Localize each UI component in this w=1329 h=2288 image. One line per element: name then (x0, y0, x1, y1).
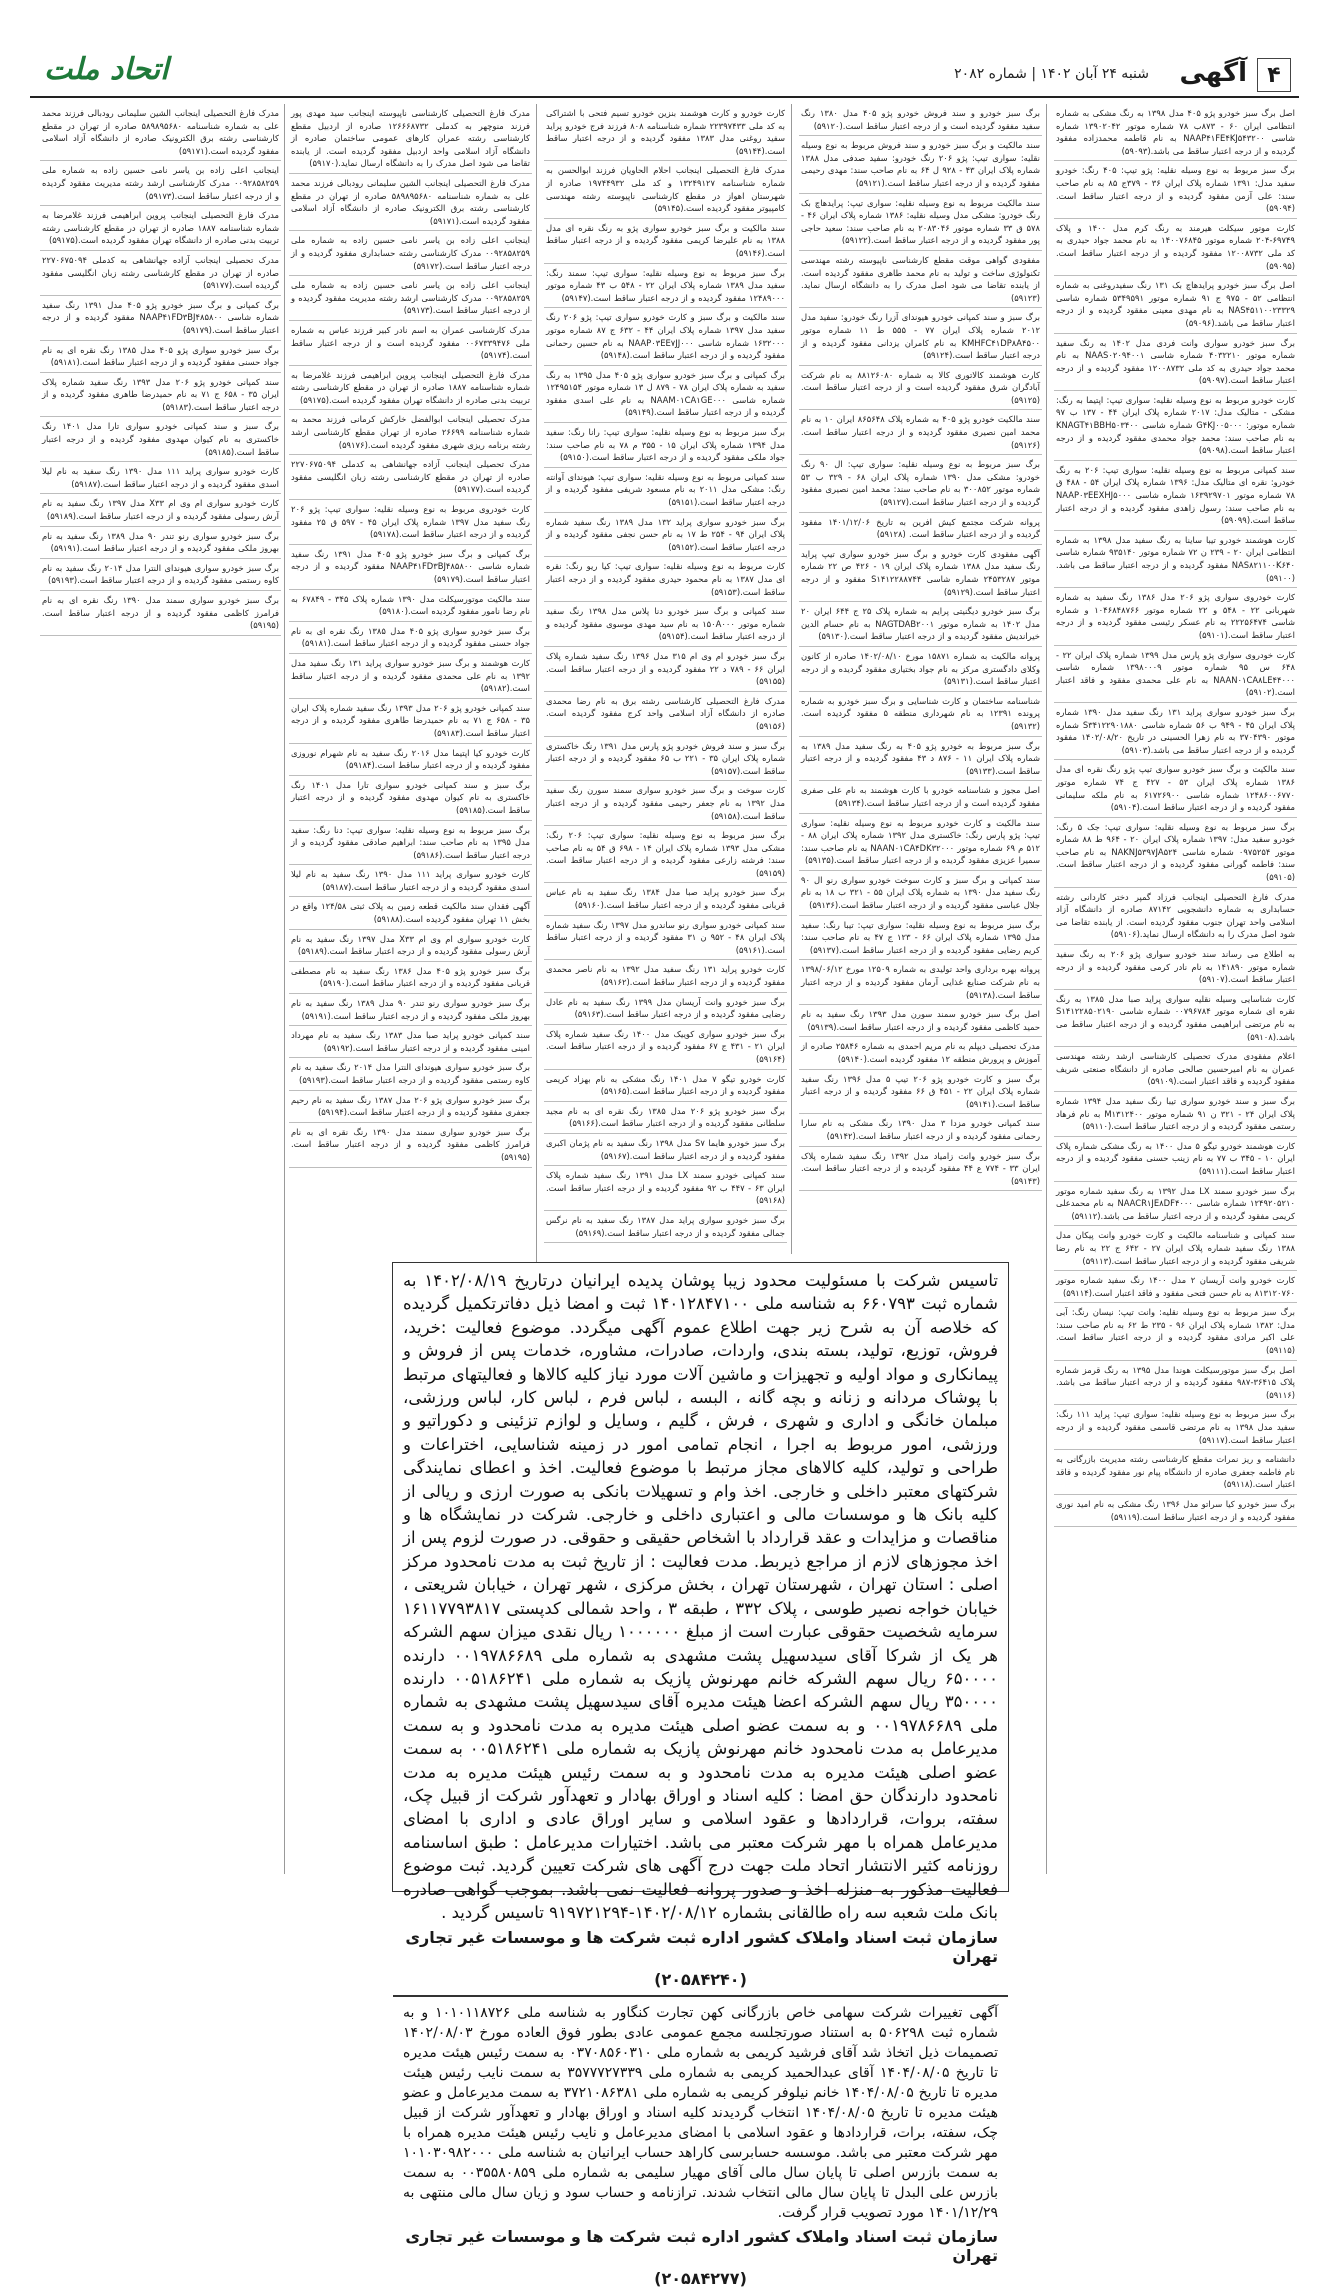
ads-column-1 (1054, 104, 1297, 1874)
classified-ad: پروانه بهره برداری واحد تولیدی به شماره ۱۲۵۰۹ مورخ ۱۳۹۸/۰۶/۱۲ به نام شرکت صنایع غذایی آرمان مفقود گردیده و از درجه اعتبار ساقط است.(۵۹۱۳۸) (799, 960, 1042, 1005)
classified-ad: برگ سبز خودرو هایما S۷ مدل ۱۳۹۸ رنگ سفید به نام پژمان اکبری مفقود گردیده و از درجه اعتبار ساقط است.(۵۹۱۶۷) (544, 1134, 787, 1166)
classified-ad: برگ سبز خودرو کیا سراتو مدل ۱۳۹۶ رنگ مشکی به نام امید نوری مفقود گردیده و از درجه اعتبار ساقط است.(۵۹۱۱۹) (1054, 1495, 1297, 1527)
classified-ad: برگ سبز خودرو سواری رنو تندر ۹۰ مدل ۱۳۸۹ رنگ سفید به نام بهروز ملکی مفقود گردیده و از درجه اعتبار ساقط است.(۵۹۱۹۱) (289, 994, 532, 1026)
classified-ad: کارت هوشمند خودرو تیگو ۵ مدل ۱۴۰۰ به رنگ مشکی شماره پلاک ایران ۱۰ - ۳۴۵ ب ۷۷ به نام زینب حسنی مفقود گردیده و از درجه اعتبار ساقط است.(۵۹۱۱۱) (1054, 1137, 1297, 1182)
classified-ad: کارت خودروی سواری پژو ۲۰۶ مدل ۱۳۸۶ رنگ سفید به شماره شهربانی ۲۲ - ۵۴۸ و ۲۲ شماره موتور ۱۰۴۶۸۴۸۷۶۶ و شماره شاسی ۲۲۲۵۶۴۷۴ به نام عسکر رئیسی مفقود گردیده و از درجه اعتبار ساقط است.(۵۹۱۰۱) (1054, 588, 1297, 645)
classified-ad: سند کمپانی و شناسنامه مالکیت و کارت خودرو وانت پیکان مدل ۱۳۸۸ رنگ سفید شماره پلاک ایران ۲۷ - ۶۴۲ ج ۲۲ به نام رضا شریفی مفقود گردیده و از درجه اعتبار ساقط است.(۵۹۱۱۳) (1054, 1226, 1297, 1271)
classified-ad: برگ سبز خودرو پراید صبا مدل ۱۳۸۴ رنگ سفید به نام عباس قربانی مفقود گردیده و از درجه اعتبار ساقط است.(۵۹۱۶۰) (544, 883, 787, 915)
classified-ad: برگ سبز و سند فروش خودرو پژو پارس مدل ۱۳۹۱ رنگ خاکستری شماره پلاک ایران ۳۵ - ۲۲۱ ب ۶۵ مفقود گردیده و از درجه اعتبار ساقط است.(۵۹۱۵۷) (544, 737, 787, 782)
classified-ad: پروانه شرکت مجتمع کیش افرین به تاریخ ۱۴۰۱/۱۲/۰۶ مفقود گردیده و از درجه اعتبار ساقط است. (۵۹۱۲۸) (799, 513, 1042, 545)
classified-ad: برگ سبز خودرو دیگنیتی پرایم به شماره پلاک ۲۵ ج ۶۴۴ ایران ۲۰ مدل ۱۴۰۲ به شماره موتور NAGTDAB۲۰۰۱ به نام حسام الدین خیراندیش مفقود گردیده و از درجه اعتبار ساقط است.(۵۹۱۳۰) (799, 602, 1042, 647)
classified-ad: کارت شناسایی وسیله نقلیه سواری پراید صبا مدل ۱۳۸۵ به رنگ نقره ای شماره موتور ۰۰۷۹۶۷۸۴ شماره شاسی S۱۴۱۲۲۸۵۰۲۱۹۰ به نام مرتضی ابراهیمی مفقود گردیده و از درجه اعتبار ساقط می باشد.(۵۹۱۰۸) (1054, 990, 1297, 1047)
classified-ad: دانشنامه و ریز نمرات مقطع کارشناسی رشته مدیریت بازرگانی به نام فاطمه جعفری صادره از دانشگاه پیام نور مفقود گردیده و فاقد اعتبار است.(۵۹۱۱۸) (1054, 1450, 1297, 1495)
classified-ad: مدرک تحصیلی اینجانب ابوالفضل خارکش کرمانی فرزند محمد به شماره شناسنامه ۲۶۶۹۹ صادره از تهران مقطع کارشناسی ارشد رشته برنامه ریزی شهری مفقود گردیده است.(۵۹۱۷۶) (289, 410, 532, 455)
classified-ad: برگ سبز خودرو سواری پراید ۱۳۲ مدل ۱۳۸۹ رنگ سفید شماره پلاک ایران ۹۴ - ۲۵۴ ط ۱۷ به نام حسن نجفی مفقود گردیده و از درجه اعتبار ساقط است.(۵۹۱۵۲) (544, 513, 787, 558)
classified-ad: سند مالکیت مربوط به نوع وسیله نقلیه: سواری تیپ: پرایدهاچ بک رنگ خودرو: مشکی مدل وسیله نقلیه: ۱۳۸۶ شماره پلاک ایران ۴۶ - ۵۷۸ ق ۳۳ شماره موتور ۲۰۸۳۰۴۶ به نام صاحب سند: سعید حاجی پور مفقود گردیده و از درجه اعتبار ساقط است.(۵۹۱۲۲) (799, 194, 1042, 251)
classified-ad: سند کمپانی خودرو پراید صبا مدل ۱۳۸۳ رنگ سفید به نام مهرداد امینی مفقود گردیده و از درجه اعتبار ساقط است.(۵۹۱۹۲) (289, 1026, 532, 1058)
classified-ad: سند مالکیت و برگ سبز و کارت خودرو سواری تیپ: پژو ۲۰۶ رنگ سفید مدل ۱۳۹۷ شماره پلاک ایران ۴۴ - ۶۳۲ ج ۸۷ شماره موتور ۱۶۳۲۰۰۰ شماره شاسی NAAP۰۳EE۷JJ۰۰۰ به نام حسین رحمانی مفقود گردیده و از درجه اعتبار ساقط است.(۵۹۱۴۸) (544, 308, 787, 365)
classified-ad: برگ سبز خودرو سواری وانت فردی مدل ۱۴۰۲ به رنگ سفید شماره موتور ۴۰۳۲۲۱۰ شماره شاسی NAAS۰۲۰۹۴۰۰۱ به نام محمد جواد حیدری به کد ملی ۱۲۰۰۸۷۳۲ مفقود گردیده و از درجه اعتبار ساقط است.(۵۹۰۹۷) (1054, 334, 1297, 391)
classified-ad: برگ سبز مربوط به نوع وسیله نقلیه: سواری تیپ: ال ۹۰ رنگ خودرو: مشکی مدل ۱۳۹۰ شماره پلاک ایران ۶۸ - ۳۲۹ ب ۵۳ شماره موتور ۳۰۰۸۵۲ به نام صاحب سند: محمد امین نصیری مفقود گردیده و از درجه اعتبار ساقط است.(۵۹۱۲۷) (799, 455, 1042, 512)
classified-ad: برگ سبز خودرو سمند LX مدل ۱۳۹۲ به رنگ سفید شماره موتور ۱۲۴۹۲۰۵۲۱۰ شماره شاسی NAACR۱JE۸DF۴۰۰۰ به نام محمدعلی کریمی مفقود گردیده و از درجه اعتبار ساقط می باشد.(۵۹۱۱۲) (1054, 1182, 1297, 1227)
notice-body-2: آگهی تغییرات شرکت سهامی خاص بازرگانی کهن تجارت کنگاور به شناسه ملی ۱۰۱۰۱۱۸۷۲۶ و به شماره ثبت ۵۰۶۲۹۸ به استناد صورتجلسه مجمع عمومی عادی بطور فوق العاده مورخ ۱۴۰۲/۰۸/۰۳ تصمیمات ذیل اتخاذ شد آقای فرشید کریمی به شماره ملی ۰۳۷۰۸۵۶۰۳۱۰ به سمت رئیس هیئت مدیره تا تاریخ ۱۴۰۴/۰۸/۰۵ آقای عبدالحمید کریمی به شماره ملی ۳۵۷۷۷۲۷۳۳۹ به سمت نایب رئیس هیئت مدیره تا تاریخ ۱۴۰۴/۰۸/۰۵ خانم نیلوفر کریمی به شماره ملی ۳۷۲۱۰۸۶۳۸۱ به سمت مدیرعامل و عضو هیئت مدیره تا تاریخ ۱۴۰۴/۰۸/۰۵ انتخاب گردیدند کلیه اسناد و اوراق بهادار و تعهدآور شرکت از قبیل چک، سفته، برات، قراردادها و عقود اسلامی با امضای مدیرعامل و نایب رئیس هیئت مدیره همراه با مهر شرکت معتبر می باشد. موسسه حسابرسی کاراهد حساب ایرانیان به شناسه ملی ۱۰۱۰۳۰۹۸۲۰۰۰ به سمت بازرس اصلی تا پایان سال مالی آقای مهیار سلیمی به شماره ملی ۰۰۳۵۵۸۰۸۵۹ به سمت بازرس علی البدل تا پایان سال مالی انتخاب شدند. ترازنامه و حساب سود و زیان سال مالی منتهی به ۱۴۰۱/۱۲/۲۹ مورد تصویب قرار گرفت. (403, 2004, 999, 2221)
classified-ad: برگ سبز مربوط به خودرو پژو ۴۰۵ به رنگ سفید مدل ۱۳۸۹ به شماره پلاک ایران ۱۱ - ۸۷۶ د ۴۳ مفقود گردیده و از درجه اعتبار ساقط است.(۵۹۱۳۳) (799, 737, 1042, 782)
column-divider (284, 104, 285, 1874)
classified-ad: سند مالکیت و برگ سبز خودرو و سند فروش مربوط به نوع وسیله نقلیه: سواری تیپ: پژو ۲۰۶ رنگ خودرو: سفید صدفی مدل ۱۳۸۸ شماره پلاک ایران ۴۳ - ۹۲۸ ل ۶۴ به نام صاحب سند: مهدی رحیمی مفقود گردیده و از درجه اعتبار ساقط است.(۵۹۱۲۱) (799, 136, 1042, 193)
notice-number-2: (۲۰۵۸۴۲۷۷) (654, 2268, 747, 2288)
classified-ad: کارت هوشمند و برگ سبز خودرو سواری پراید ۱۳۱ رنگ سفید مدل ۱۳۹۲ به نام علی محمدی مفقود گردیده و از درجه اعتبار ساقط است.(۵۹۱۸۲) (289, 654, 532, 699)
notice-body-1: تاسیس شرکت با مسئولیت محدود زیبا پوشان پدیده ایرانیان درتاریخ ۱۴۰۲/۰۸/۱۹ به شماره ثبت ۶۶۰۷۹۳ به شناسه ملی ۱۴۰۱۲۸۴۷۱۰۰ ثبت و امضا ذیل دفاترتکمیل گردیده که خلاصه آن به شرح زیر جهت اطلاع عموم آگهی میگردد. موضوع فعالیت :خرید، فروش، توزیع، تولید، بسته بندی، واردات، صادرات، مشاوره، خدمات پس از فروش و پیمانکاری و مواد اولیه و تجهیزات و ماشین آلات مورد نیاز کلیه کالاها و فعالیتهای مرتبط با پوشاک مردانه و زنانه و بچه گانه ، البسه ، لباس فرم ، لباس کار، لباس ورزشی، مبلمان خانگی و اداری و شهری ، فرش ، گلیم ، وسایل و لوازم تزئینی و دکوراتیو و ورزشی، امور مربوط به اجرا ، انجام تمامی امور در زمینه شناسایی، اختراعات و طراحی و تولید، کلیه کالاهای مجاز مرتبط با موضوع فعالیت. اخذ و اعطای نمایندگی شرکتهای معتبر داخلی و خارجی. اخذ وام و تسهیلات بانکی به صورت ارزی و ریالی از کلیه بانک ها و موسسات مالی و اعتباری داخلی و خارجی. شرکت در نمایشگاه ها و مناقصات و مزایدات و عقد قرارداد با اشخاص حقیقی و حقوقی. در صورت لزوم پس از اخذ مجوزهای لازم از مراجع ذیربط. مدت فعالیت : از تاریخ ثبت به مدت نامحدود مرکز اصلی : استان تهران ، شهرستان تهران ، بخش مرکزی ، شهر تهران ، خیابان شریعتی ، خیابان خواجه نصیر طوسی ، پلاک ۳۳۲ ، طبقه ۳ ، واحد شمالی کدپستی ۱۶۱۱۷۷۹۳۸۱۷ سرمایه شخصیت حقوقی عبارت است از مبلغ ۱۰۰۰۰۰۰ ریال نقدی میزان سهم الشرکه هر یک از شرکا آقای سیدسهیل پشت مشهدی به شماره ملی ۰۰۱۹۷۸۶۶۸۹ دارنده ۶۵۰۰۰۰ ریال سهم الشرکه خانم مهرنوش پازیک به شماره ملی ۰۰۵۱۸۶۲۴۱ دارنده ۳۵۰۰۰۰ ریال سهم الشرکه اعضا هیئت مدیره آقای سیدسهیل پشت مشهدی به شماره ملی ۰۰۱۹۷۸۶۶۸۹ و به سمت عضو اصلی هیئت مدیره به مدت نامحدود و به سمت مدیرعامل به مدت نامحدود خانم مهرنوش پازیک به شماره ملی ۰۰۵۱۸۶۲۴۱ به سمت عضو اصلی هیئت مدیره به مدت نامحدود و به سمت رئیس هیئت مدیره به مدت نامحدود دارندگان حق امضا : کلیه اسناد و اوراق بهادار و تعهدآور شرکت از قبیل چک، سفته، بروات، قراردادها و عقود اسلامی و سایر اوراق عادی و اداری با امضای مدیرعامل همراه با مهر شرکت معتبر می باشد. اختیارات مدیرعامل : طبق اساسنامه روزنامه کثیر الانتشار اتحاد ملت جهت درج آگهی های شرکت تعیین گردید. ثبت موضوع فعالیت مذکور به منزله اخذ و صدور پروانه فعالیت نمی باشد. بموجب گواهی صادره بانک ملت شعبه سه راه طالقانی بشماره ۱۴۰۲/۰۸/۱۲-۹۱۹۷۲۱۲۹۴ تاسیس گردید . (403, 1271, 999, 1922)
header-divider (30, 96, 1299, 98)
notice-issuer-2: سازمان ثبت اسناد واملاک کشور اداره ثبت شرکت ها و موسسات غیر تجاری تهران (405, 2226, 998, 2265)
classified-ad: برگ سبز خودرو سواری هیوندای النترا مدل ۲۰۱۴ رنگ سفید به نام کاوه رستمی مفقود گردیده و از درجه اعتبار ساقط است.(۵۹۱۹۳) (289, 1058, 532, 1090)
classified-ad: برگ سبز مربوط به نوع وسیله نقلیه: سواری تیپ: پراید ۱۱۱ رنگ: سفید مدل ۱۳۹۸ به نام مرتضی قاسمی مفقود گردیده و از درجه اعتبار ساقط است.(۵۹۱۱۷) (1054, 1405, 1297, 1450)
classified-ad: برگ سبز خودرو سواری پژو ۴۰۵ مدل ۱۳۸۵ رنگ نقره ای به نام جواد حسنی مفقود گردیده و از درجه اعتبار ساقط است.(۵۹۱۸۱) (40, 341, 281, 373)
classified-ad: مدرک فارغ التحصیلی اینجانب پروین ابراهیمی فرزند غلامرضا به شماره شناسنامه ۱۸۸۷ صادره از تهران در مقطع کارشناسی رشته تربیت بدنی صادره از دانشگاه تهران مفقود گردیده است.(۵۹۱۷۵) (289, 366, 532, 411)
classified-ad: برگ کمپانی و برگ سبز خودرو سواری پژو ۴۰۵ مدل ۱۳۹۵ به رنگ سفید به شماره پلاک ایران ۷۸ - ۸۷۹ ل ۱۳ شماره موتور ۱۲۴۹۵۱۵۴ شماره شاسی NAAM۰۱CA۱GE۰۰۰ به نام علی اسدی مفقود گردیده و از درجه اعتبار ساقط است.(۵۹۱۴۹) (544, 366, 787, 423)
classified-ad: اصل برگ سبز خودرو سمند سورن مدل ۱۳۹۳ رنگ سفید به نام حمید کاظمی مفقود گردیده و از درجه اعتبار ساقط است.(۵۹۱۳۹) (799, 1005, 1042, 1037)
classified-ad: برگ سبز مربوط به نوع وسیله نقلیه: پژو تیپ: ۴۰۵ رنگ: خودرو سفید مدل: ۱۳۹۱ شماره پلاک ایران ۳۶ - ۳۷۹ج ۸۵ به نام صاحب سند: علی آزمن مفقود گردیده و از درجه اعتبار ساقط است.(۵۹۰۹۴) (1054, 161, 1297, 218)
classified-ad: برگ سبز خودرو سواری پراید مدل ۱۳۸۷ رنگ سفید به نام نرگس جمالی مفقود گردیده و از درجه اعتبار ساقط است.(۵۹۱۶۹) (544, 1211, 787, 1243)
classified-ad: برگ سبز مربوط به نوع وسیله نقلیه: سواری تیپ: رانا رنگ: سفید مدل ۱۳۹۴ شماره پلاک ایران ۱۵ - ۳۵۵ م ۷۸ به نام صاحب سند: جواد ملکی مفقود گردیده و از درجه اعتبار ساقط است.(۵۹۱۵۰) (544, 423, 787, 468)
classified-ad: برگ سبز خودرو سواری پراید ۱۳۱ رنگ سفید مدل ۱۳۹۰ شماره پلاک ایران ۴۵ - ۹۴۹ ب ۵۶ شماره شاسی S۳۴۱۲۲۹۰۱۸۸۰ شماره موتور ۳۷۰۴۳۹۰ به نام زهرا الحسینی در تاریخ ۱۴۰۲/۰۸/۲۰ مفقود گردیده و از درجه اعتبار ساقط می باشد.(۵۹۱۰۳) (1054, 703, 1297, 760)
classified-ad: کارت هوشمند کالاتوری کالا به شماره ۸۸۱۲۶۰۸۰ به نام شرکت آبادگران شرق مفقود گردیده است و از درجه اعتبار ساقط است.(۵۹۱۲۵) (799, 366, 1042, 411)
classified-ad: مدرک فارغ التحصیلی اینجانب فرزاد گمپر دختر کاردانی رشته حسابداری به شماره دانشجویی ۸۷۱۴۲ صادره از دانشگاه آزاد اسلامی واحد تهران جنوب مفقود گردیده است. از یابنده تقاضا می شود اصل مدرک را به دانشگاه ارسال نماید.(۵۹۱۰۶) (1054, 888, 1297, 945)
classified-ad: کارت موتور سیکلت هیرمند به رنگ کرم مدل ۱۴۰۰ و پلاک ۶۹۷۴۹-۲۰۴ شماره موتور ۱۴۰۰۷۶۸۴۵ به نام محمد جواد حیدری به کد ملی ۱۲۰۰۸۷۳۲ مفقود گردیده و از درجه اعتبار ساقط است.(۵۹۰۹۵) (1054, 219, 1297, 276)
newspaper-logo: اتحاد ملت (44, 52, 169, 87)
notice-divider (393, 1995, 1008, 1997)
classified-ad: برگ سبز خودرو سواری کوییک مدل ۱۴۰۰ رنگ سفید شماره پلاک ایران ۲۱ - ۴۳۱ ج ۶۷ مفقود گردیده و از درجه اعتبار ساقط است.(۵۹۱۶۴) (544, 1025, 787, 1070)
classified-ad: کارت خودرو سواری پراید ۱۱۱ مدل ۱۳۹۰ رنگ سفید به نام لیلا اسدی مفقود گردیده و از درجه اعتبار ساقط است.(۵۹۱۸۷) (40, 462, 281, 494)
classified-ad: سند مالکیت و کارت خودرو مربوط به نوع وسیله نقلیه: سواری تیپ: پژو پارس رنگ: خاکستری مدل ۱۳۹۲ شماره پلاک ایران ۸۸ - ۵۱۲ م ۶۹ شماره موتور NAAN۰۱CA۴DK۳۲۰۰۰ به نام صاحب سند: سمیرا عزیزی مفقود گردیده و از درجه اعتبار ساقط است.(۵۹۱۳۵) (799, 814, 1042, 871)
classified-ad: برگ کمپانی و برگ سبز خودرو پژو ۴۰۵ مدل ۱۳۹۱ رنگ سفید شماره شاسی NAAP۴۱FD۳BJ۴۸۵۸۰۰ مفقود گردیده و از درجه اعتبار ساقط است.(۵۹۱۷۹) (40, 296, 281, 341)
classified-ad: برگ سبز خودرو ام وی ام ۳۱۵ مدل ۱۳۹۶ رنگ سفید شماره پلاک ایران ۶۶ - ۷۸۹ د ۲۲ مفقود گردیده و از درجه اعتبار ساقط است.(۵۹۱۵۵) (544, 647, 787, 692)
classified-ad: اینجانب اعلی زاده بن یاسر نامی حسین زاده به شماره ملی ۰۰۹۲۸۵۸۲۵۹ مدرک کارشناسی ارشد رشته مدیریت مفقود گردیده و از درجه اعتبار ساقط است.(۵۹۱۷۳) (40, 161, 281, 206)
classified-ad: کارت خودرو مربوط به نوع وسیله نقلیه: سواری تیپ: اپتیما به رنگ: مشکی - متالیک مدل: ۲۰۱۷ شماره پلاک ایران ۴۴ - ۱۳۷ ب ۹۷ شماره موتور: G۴KJ۰۰۵۰۰۰ شماره شاسی KNAGT۴۱BBH۵۰۳۴۰۰ به نام صاحب سند: محمد جواد محمدی مفقود گردیده و از درجه اعتبار ساقط است.(۵۹۰۹۸) (1054, 391, 1297, 461)
classified-ad: اصل برگ سبز موتورسیکلت هوندا مدل ۱۳۹۵ به رنگ قرمز شماره پلاک ۳۶۴۱۵-۹۸۷ مفقود گردیده و از درجه اعتبار ساقط می باشد.(۵۹۱۱۶) (1054, 1361, 1297, 1406)
issue-date: شنبه ۲۴ آبان ۱۴۰۲ | شماره ۲۰۸۲ (954, 66, 1149, 82)
classified-ad: سند کمپانی خودرو سمند LX مدل ۱۳۹۱ رنگ سفید شماره پلاک ایران ۶۳ - ۴۴۷ ب ۹۲ مفقود گردیده و از درجه اعتبار ساقط است.(۵۹۱۶۸) (544, 1166, 787, 1211)
classified-ad: مدرک تحصیلی اینجانب آزاده جهانشاهی به کدملی ۲۲۷۰۶۷۵۰۹۴ صادره از تهران در مقطع کارشناسی رشته زبان انگلیسی مفقود گردیده است.(۵۹۱۷۷) (40, 251, 281, 296)
classified-ad: برگ سبز خودرو سواری سمند مدل ۱۳۹۰ رنگ نقره ای به نام فرامرز کاظمی مفقود گردیده و از درجه اعتبار ساقط است.(۵۹۱۹۵) (289, 1123, 532, 1168)
classified-ad: مدرک فارغ التحصیلی اینجانب پروین ابراهیمی فرزند غلامرضا به شماره شناسنامه ۱۸۸۷ صادره از تهران در مقطع کارشناسی رشته تربیت بدنی صادره از دانشگاه تهران مفقود گردیده است.(۵۹۱۷۵) (40, 206, 281, 251)
section-title: آگهی (1179, 58, 1247, 88)
classified-ad: برگ سبز مربوط به نوع وسیله نقلیه: سواری تیپ: سمند رنگ: سفید مدل ۱۳۸۹ شماره پلاک ایران ۲۲ - ۵۴۸ ب ۴۳ شماره موتور ۱۲۴۸۹۰۰۰ مفقود گردیده و از درجه اعتبار ساقط است.(۵۹۱۴۷) (544, 264, 787, 309)
classified-ad: کارت خودرو پراید ۱۳۱ رنگ سفید مدل ۱۳۹۲ به نام ناصر محمدی مفقود گردیده و از درجه اعتبار ساقط است.(۵۹۱۶۲) (544, 960, 787, 992)
classified-ad: کارت خودرو و کارت هوشمند بنزین خودرو تسیم فتحی با اشتراکی به کد ملی ۲۲۳۹۷۴۳۳ شماره شناسنامه ۸۰۸ فرزند فرج خودرو پراید سفید روغنی مدل ۱۳۸۳ مفقود گردیده و از درجه اعتبار ساقط است.(۵۹۱۴۴) (544, 104, 787, 161)
page-header (0, 0, 1329, 98)
classified-ad: کارت خودرو سواری ام وی ام X۳۳ مدل ۱۳۹۷ رنگ سفید به نام آرش رسولی مفقود گردیده و از درجه اعتبار ساقط است.(۵۹۱۸۹) (289, 930, 532, 962)
classified-ad: سند کمپانی مربوط به نوع وسیله نقلیه: سواری تیپ: هیوندای آوانته رنگ: مشکی مدل ۲۰۱۱ به نام مسعود شریفی مفقود گردیده و از درجه اعتبار ساقط است.(۵۹۱۵۱) (544, 468, 787, 513)
classified-ad: مدرک فارغ التحصیلی کارشناسی ناپیوسته اینجانب سید مهدی پور فرزند منوچهر به کدملی ۱۲۶۶۶۸۷۳۲ صادره از اردبیل مقطع کارشناسی رشته عمران کارهای عمومی ساختمان صادره از دانشگاه آزاد اسلامی واحد اردبیل مفقود گردیده است. از یابنده تقاضا می شود اصل مدرک را به دانشگاه ارسال نماید.(۵۹۱۷۰) (289, 104, 532, 174)
classified-ad: کارت خودروی سواری پژو پارس مدل ۱۳۹۹ شماره پلاک ایران ۲۲ - ۶۴۸ س ۹۵ شماره موتور ۱۳۹۸۰۰۰۹ شماره شاسی NAAN۰۱CA۸LE۴۴۰۰۰ به نام علی محمدی مفقود و فاقد اعتبار است.(۵۹۱۰۲) (1054, 646, 1297, 703)
ads-column-2 (799, 104, 1042, 1254)
classified-ad: برگ سبز خودرو سواری سمند مدل ۱۳۹۰ رنگ نقره ای به نام فرامرز کاظمی مفقود گردیده و از درجه اعتبار ساقط است.(۵۹۱۹۵) (40, 591, 281, 636)
column-divider (791, 104, 792, 1254)
column-divider (1046, 104, 1047, 1874)
page-number: ۴ (1257, 58, 1291, 92)
classified-ad: پروانه مالکیت به شماره ۱۵۸۷۱ مورخ ۱۴۰۲/۰۸/۱۰ صادره از کانون وکلای دادگستری مرکز به نام جواد بختیاری مفقود گردیده و از درجه اعتبار ساقط است.(۵۹۱۳۱) (799, 647, 1042, 692)
classified-ad: برگ سبز خودرو پژو ۴۰۵ مدل ۱۳۸۶ رنگ سفید به نام مصطفی قربانی مفقود گردیده و از درجه اعتبار ساقط است.(۵۹۱۹۰) (289, 962, 532, 994)
classified-ad: برگ سبز خودرو وانت آریسان مدل ۱۳۹۹ رنگ سفید به نام عادل رضایی مفقود گردیده و از درجه اعتبار ساقط است.(۵۹۱۶۳) (544, 993, 787, 1025)
classified-ad: سند مالکیت و برگ سبز خودرو سواری پژو به رنگ نقره ای مدل ۱۳۸۸ به نام علیرضا کریمی مفقود گردیده و از درجه اعتبار ساقط است.(۵۹۱۴۶) (544, 219, 787, 264)
classified-ad: سند مالکیت خودرو پژو ۴۰۵ به شماره پلاک ۸۶۵۶۴۸ ایران ۱۰ به نام محمد امین نصیری مفقود گردیده و از درجه اعتبار ساقط است.(۵۹۱۲۶) (799, 410, 1042, 455)
classified-ad: برگ سبز مربوط به نوع وسیله نقلیه: سواری تیپ: دنا رنگ: سفید مدل ۱۳۹۵ به نام صاحب سند: ابراهیم صادقی مفقود گردیده و از درجه اعتبار ساقط است.(۵۹۱۸۶) (289, 821, 532, 866)
classified-ad: اصل برگ سبز خودرو پژو ۴۰۵ مدل ۱۳۹۸ به رنگ مشکی به شماره انتظامی ایران ۶۰ - ۸۷۳ب ۷۸ شماره موتور ۱۳۹۰۲۰۴۲ شماره شاسی NAAP۴۱FE۴KJ۵۴۳۲۰۰ به نام قاطمه محمدزاده مفقود گردیده و از درجه اعتبار ساقط می باشد.(۵۹۰۹۳) (1054, 104, 1297, 161)
classified-ad: برگ سبز خودرو سواری رنو تندر ۹۰ مدل ۱۳۸۹ رنگ سفید به نام بهروز ملکی مفقود گردیده و از درجه اعتبار ساقط است.(۵۹۱۹۱) (40, 527, 281, 559)
classified-ad: کارت خودرو سواری ام وی ام X۳۳ مدل ۱۳۹۷ رنگ سفید به نام آرش رسولی مفقود گردیده و از درجه اعتبار ساقط است.(۵۹۱۸۹) (40, 494, 281, 526)
classified-ad: اعلام مفقودی مدرک تحصیلی کارشناسی ارشد رشته مهندسی عمران به نام امیرحسین صالحی صادره از دانشگاه صنعتی شریف مفقود گردیده و فاقد اعتبار است.(۵۹۱۰۹) (1054, 1047, 1297, 1092)
classified-ad: برگ سبز خودرو وانت زامیاد مدل ۱۳۹۲ رنگ سفید شماره پلاک ایران ۳۳ - ۷۷۴ ع ۴۴ مفقود گردیده و از درجه اعتبار ساقط است.(۵۹۱۴۳) (799, 1147, 1042, 1192)
classified-ad: کارت مربوط به نوع وسیله نقلیه: سواری تیپ: کیا ریو رنگ: نقره ای مدل ۱۳۸۷ به نام محمود حیدری مفقود گردیده و از درجه اعتبار ساقط است.(۵۹۱۵۳) (544, 557, 787, 602)
classified-ad: برگ سبز و سند خودرو سواری تیبا رنگ سفید مدل ۱۳۹۴ شماره پلاک ایران ۲۴ - ۳۲۱ ن ۹۱ شماره موتور M۱۳۱۲۴۰۰ به نام فرهاد رستمی مفقود گردیده و از درجه اعتبار ساقط است.(۵۹۱۱۰) (1054, 1092, 1297, 1137)
classified-ad: مدرک کارشناسی عمران به اسم نادر کبیر فرزند عباس به شماره ملی ۰۰۶۷۳۳۹۴۷۶ مفقود گردیده است و از درجه اعتبار ساقط است.(۵۹۱۷۴) (289, 321, 532, 366)
classified-ad: برگ سبز خودرو سواری پژو ۴۰۵ مدل ۱۳۸۵ رنگ نقره ای به نام جواد حسنی مفقود گردیده و از درجه اعتبار ساقط است.(۵۹۱۸۱) (289, 622, 532, 654)
classified-ad: شناسنامه ساختمان و کارت شناسایی و برگ سبز خودرو به شماره پرونده ۱۲۳۹۱ به نام شهرداری منطقه ۵ مفقود گردیده است.(۵۹۱۳۲) (799, 692, 1042, 737)
classified-ad: آگهی فقدان سند مالکیت قطعه زمین به پلاک ثبتی ۱۲۴/۵۸ واقع در بخش ۱۱ تهران مفقود گردیده است.(۵۹۱۸۸) (289, 897, 532, 929)
classified-ad: کارت خودرو تیگو ۷ مدل ۱۴۰۱ رنگ مشکی به نام بهزاد کریمی مفقود گردیده و از درجه اعتبار ساقط است.(۵۹۱۶۵) (544, 1070, 787, 1102)
classified-ad: برگ سبز خودرو سواری پژو ۲۰۶ مدل ۱۳۸۷ رنگ سفید به نام رحیم جعفری مفقود گردیده و از درجه اعتبار ساقط است.(۵۹۱۹۴) (289, 1091, 532, 1123)
classified-ad: به اطلاع می رساند سند خودرو سواری پژو ۲۰۶ به رنگ سفید شماره موتور ۱۴۱۸۹۰ به نام نادر کرمی مفقود گردیده و از درجه اعتبار ساقط است.(۵۹۱۰۷) (1054, 945, 1297, 990)
classified-ad: اینجانب اعلی زاده بن یاسر نامی حسین زاده به شماره ملی ۰۰۹۲۸۵۸۲۵۹ مدرک کارشناسی ارشد رشته مدیریت مفقود گردیده و از درجه اعتبار ساقط است.(۵۹۱۷۳) (289, 276, 532, 321)
classified-ad: مدرک تحصیلی اینجانب آزاده جهانشاهی به کدملی ۲۲۷۰۶۷۵۰۹۴ صادره از تهران در مقطع کارشناسی رشته زبان انگلیسی مفقود گردیده است.(۵۹۱۷۷) (289, 455, 532, 500)
company-registration-notice (392, 1262, 1009, 2288)
classified-ad: برگ سبز خودرو و سند فروش خودرو پژو ۴۰۵ مدل ۱۳۸۰ رنگ سفید مفقود گردیده است و از درجه اعتبار ساقط است.(۵۹۱۲۰) (799, 104, 1042, 136)
classified-ad: کارت خودرو وانت آریسان ۲ مدل ۱۴۰۰ رنگ سفید شماره موتور ۸۱۳۱۲۰۷۶۰ به نام حسن فتحی مفقود و فاقد اعتبار است.(۵۹۱۱۴) (1054, 1271, 1297, 1303)
classified-ad: برگ سبز مربوط به نوع وسیله نقلیه: وانت تیپ: نیسان رنگ: آبی مدل: ۱۳۸۲ شماره پلاک ایران ۹۶ - ۲۳۵ ط ۶۲ به نام صاحب سند: علی اکبر مرادی مفقود گردیده و از درجه اعتبار ساقط است.(۵۹۱۱۵) (1054, 1303, 1297, 1360)
classified-ad: سند مالکیت موتورسیکلت مدل ۱۳۹۰ شماره پلاک ۳۴۵ - ۶۷۸۴۹ به نام رضا نامور مفقود گردیده است.(۵۹۱۸۰) (289, 590, 532, 622)
classified-ad: آگهی مفقودی کارت خودرو و برگ سبز خودرو سواری تیپ پراید رنگ سفید مدل ۱۳۸۸ شماره پلاک ایران ۱۹ - ۴۲۶ ص ۲۲ شماره موتور ۲۴۵۳۲۸۷ شماره شاسی S۱۴۱۲۲۸۸۷۴۴ مفقود و از درجه اعتبار ساقط است.(۵۹۱۲۹) (799, 545, 1042, 602)
classified-ad: سند مالکیت و برگ سبز خودرو سواری تیپ پژو رنگ نقره ای مدل ۱۳۸۶ شماره پلاک ایران ۵۳ - ۴۲۷ ج ۷۴ شماره موتور ۱۲۴۸۶۰۰۶۷۷۰ شماره شاسی ۶۱۷۲۶۹۰۰ به نام ملکه سلیمانی مفقود گردیده و از درجه اعتبار ساقط است.(۵۹۱۰۴) (1054, 760, 1297, 817)
classified-ad: برگ سبز مربوط به نوع وسیله نقلیه: سواری تیپ: تیبا رنگ: سفید مدل ۱۳۹۵ شماره پلاک ایران ۶۶ - ۱۲۳ ج ۴۷ به نام صاحب سند: کریم رضایی مفقود گردیده و از درجه اعتبار ساقط است.(۵۹۱۳۷) (799, 916, 1042, 961)
notice-number-1: (۲۰۵۸۴۲۴۰) (654, 1970, 747, 1990)
classified-ad: سند کمپانی و برگ سبز خودرو دنا پلاس مدل ۱۳۹۸ رنگ سفید شماره موتور ۱۵۰A۰۰۰ به نام سید مهدی موسوی مفقود گردیده و از درجه اعتبار ساقط است.(۵۹۱۵۴) (544, 602, 787, 647)
classified-ad: برگ سبز و کارت خودرو پژو ۲۰۶ تیپ ۵ مدل ۱۳۹۶ رنگ سفید شماره پلاک ایران ۲۲ - ۴۵۱ ق ۶۶ مفقود گردیده و از درجه اعتبار ساقط است.(۵۹۱۴۱) (799, 1070, 1042, 1115)
classified-ad: کارت خودروی مربوط به نوع وسیله نقلیه: سواری تیپ: پژو ۲۰۶ رنگ سفید مدل ۱۳۹۷ شماره پلاک ایران ۴۵ - ۵۹۷ ق ۲۵ مفقود گردیده و از درجه اعتبار ساقط است.(۵۹۱۷۸) (289, 500, 532, 545)
classified-ad: سند کمپانی خودرو پژو ۲۰۶ مدل ۱۳۹۳ رنگ سفید شماره پلاک ایران ۳۵ - ۶۵۸ ج ۷۱ به نام حمیدرضا طاهری مفقود گردیده و از درجه اعتبار ساقط است.(۵۹۱۸۳) (40, 373, 281, 418)
classified-ad: سند کمپانی مربوط به نوع وسیله نقلیه: سواری تیپ: ۲۰۶ به رنگ خودرو: نقره ای متالیک مدل: ۱۳۹۶ شماره پلاک ایران ۵۴ - ۴۸۸ ق ۷۸ شماره موتور ۱۶۳۹۲۹۷۰۱ شماره شاسی NAAP۰۳EEXHJ۵۰۰۰ به نام صاحب سند: رسول زاهدی مفقود گردیده و از درجه اعتبار ساقط است.(۵۹۰۹۹) (1054, 461, 1297, 531)
classified-ad: مدرک فارغ التحصیلی اینجانب الشین سلیمانی رودبالی فرزند محمد علی به شماره شناسنامه ۵۸۹۸۹۵۶۸۰ صادره از تهران در مقطع کارشناسی رشته برق الکترونیک صادره از دانشگاه آزاد اسلامی مفقود گردیده است.(۵۹۱۷۱) (289, 174, 532, 231)
classified-ad: اصل برگ سبز خودرو پرایدهاچ بک ۱۳۱ رنگ سفیدروغنی به شماره انتظامی ۵۲ - ۹۷۵ ج ۹۱ شماره موتور ۵۳۴۹۵۹۱ شماره شاسی NAS۴۵۱۱۰۰۲۳۳۲۹ به نام مهدی معینی مفقود گردیده و از درجه اعتبار ساقط می باشد.(۵۹۰۹۶) (1054, 276, 1297, 333)
ads-column-5 (40, 104, 281, 1874)
classified-ad: سند کمپانی خودرو مزدا ۳ مدل ۱۳۹۰ رنگ مشکی به نام سارا رحمانی مفقود گردیده و از درجه اعتبار ساقط است.(۵۹۱۴۲) (799, 1114, 1042, 1146)
classified-ad: برگ سبز مربوط به نوع وسیله نقلیه: سواری تیپ: جک ۵ رنگ: خودرو سفید مدل: ۱۳۹۷ شماره پلاک ایران ۲۰ - ۹۶۴ ط ۸۸ شماره موتور ۰۹۷۵۲۵۴ شماره شاسی NAKNJ۵۳۹۷JA۵۲۴ به نام صاحب سند: فاطمه گورانی مفقود گردیده و از درجه اعتبار ساقط است.(۵۹۱۰۵) (1054, 818, 1297, 888)
classified-ad: سند کمپانی خودرو سواری رنو ساندرو مدل ۱۳۹۷ رنگ سفید شماره پلاک ایران ۴۸ - ۹۵۲ ن ۳۱ مفقود گردیده و از درجه اعتبار ساقط است.(۵۹۱۶۱) (544, 916, 787, 961)
classified-ad: برگ سبز و سند کمپانی خودرو هیوندای آزرا رنگ خودرو: سفید مدل ۲۰۱۲ شماره پلاک ایران ۷۷ - ۵۵۵ ط ۱۱ شماره موتور KMHFC۴۱DP۸A۴۵۰۰ به نام کامران یزدانی مفقود گردیده و از درجه اعتبار ساقط است.(۵۹۱۲۴) (799, 308, 1042, 365)
notice-issuer-1: سازمان ثبت اسناد واملاک کشور اداره ثبت شرکت ها و موسسات غیر تجاری تهران (405, 1928, 998, 1967)
classified-ad: برگ سبز مربوط به نوع وسیله نقلیه: سواری تیپ: ۲۰۶ رنگ: مشکی مدل ۱۳۹۳ شماره پلاک ایران ۱۴ - ۶۹۸ ق ۵۴ به نام صاحب سند: فرشته زارعی مفقود گردیده و از درجه اعتبار ساقط است.(۵۹۱۵۹) (544, 826, 787, 883)
classified-ad: مدرک تحصیلی دیپلم به نام مریم احمدی به شماره ۲۵۸۴۶ صادره از آموزش و پرورش منطقه ۱۲ مفقود گردیده است.(۵۹۱۴۰) (799, 1037, 1042, 1069)
classified-ad: برگ سبز و سند کمپانی خودرو سواری تارا مدل ۱۴۰۱ رنگ خاکستری به نام کیوان مهدوی مفقود گردیده و از درجه اعتبار ساقط است.(۵۹۱۸۵) (40, 417, 281, 462)
classified-ad: برگ کمپانی و برگ سبز خودرو پژو ۴۰۵ مدل ۱۳۹۱ رنگ سفید شماره شاسی NAAP۴۱FD۳BJ۴۸۵۸۰۰ مفقود گردیده و از درجه اعتبار ساقط است.(۵۹۱۷۹) (289, 545, 532, 590)
classified-ad: مدرک فارغ التحصیلی اینجانب احلام الحاویان فرزند ابوالحسن به شماره شناسنامه ۱۳۲۴۹۱۲۷ و کد ملی ۱۹۷۴۴۹۳۲ صادره از شهرستان اهواز در مقطع کارشناسی ناپیوسته رشته مهندسی کامپیوتر مفقود گردیده است.(۵۹۱۴۵) (544, 161, 787, 218)
classified-ad: سند کمپانی و برگ سبز و کارت سوخت خودرو سواری رنو ال ۹۰ رنگ سفید مدل ۱۳۹۰ به شماره پلاک ایران ۵۵ - ۳۲۱ ب ۱۸ به نام جلال عباسی مفقود گردیده و از درجه اعتبار ساقط است.(۵۹۱۳۶) (799, 871, 1042, 916)
classified-ad: برگ سبز خودرو پژو ۲۰۶ مدل ۱۳۸۵ رنگ نقره ای به نام مجید سلطانی مفقود گردیده و از درجه اعتبار ساقط است.(۵۹۱۶۶) (544, 1102, 787, 1134)
classified-ad: کارت خودرو کیا اپتیما مدل ۲۰۱۶ رنگ سفید به نام شهرام نوروزی مفقود گردیده و از درجه اعتبار ساقط است.(۵۹۱۸۴) (289, 744, 532, 776)
classified-ad: برگ سبز خودرو سواری هیوندای النترا مدل ۲۰۱۴ رنگ سفید به نام کاوه رستمی مفقود گردیده و از درجه اعتبار ساقط است.(۵۹۱۹۳) (40, 559, 281, 591)
classified-ad: برگ سبز و سند کمپانی خودرو سواری تارا مدل ۱۴۰۱ رنگ خاکستری به نام کیوان مهدوی مفقود گردیده و از درجه اعتبار ساقط است.(۵۹۱۸۵) (289, 776, 532, 821)
classified-ad: اینجانب اعلی زاده بن یاسر نامی حسین زاده به شماره ملی ۰۰۹۲۸۵۸۲۵۹ مدرک کارشناسی رشته حسابداری مفقود گردیده و از درجه اعتبار ساقط است.(۵۹۱۷۲) (289, 231, 532, 276)
classified-ad: سند کمپانی خودرو پژو ۲۰۶ مدل ۱۳۹۳ رنگ سفید شماره پلاک ایران ۳۵ - ۶۵۸ ج ۷۱ به نام حمیدرضا طاهری مفقود گردیده و از درجه اعتبار ساقط است.(۵۹۱۸۳) (289, 699, 532, 744)
classified-ad: کارت خودرو سواری پراید ۱۱۱ مدل ۱۳۹۰ رنگ سفید به نام لیلا اسدی مفقود گردیده و از درجه اعتبار ساقط است.(۵۹۱۸۷) (289, 865, 532, 897)
classified-ad: اصل مجوز و شناسنامه خودرو با کارت هوشمند به نام علی صفری مفقود گردیده است و از درجه اعتبار ساقط است.(۵۹۱۳۴) (799, 781, 1042, 813)
classified-ad: مفقودی گواهی موقت مقطع کارشناسی ناپیوسته رشته مهندسی تکنولوژی ساخت و تولید به نام محمد طاهری مفقود گردیده است. از یابنده تقاضا می شود اصل مدرک را به دانشگاه ارسال نماید.(۵۹۱۲۳) (799, 251, 1042, 308)
classified-ad: مدرک فارغ التحصیلی کارشناسی رشته برق به نام رضا محمدی صادره از دانشگاه آزاد اسلامی واحد کرج مفقود گردیده است.(۵۹۱۵۶) (544, 692, 787, 737)
classified-ad: کارت سوخت و برگ سبز خودرو سواری سمند سورن رنگ سفید مدل ۱۳۹۲ به نام جعفر رحیمی مفقود گردیده و از درجه اعتبار ساقط است.(۵۹۱۵۸) (544, 781, 787, 826)
classified-ad: کارت هوشمند خودرو تیبا ساینا به رنگ سفید مدل ۱۳۹۸ به شماره انتظامی ایران ۲۰ - ۲۳۹ ن ۷۲ شماره موتور ۹۳۵۱۴۰ شماره شاسی NAS۸۲۱۱۰۰K۶۴۰ مفقود گردیده و از درجه اعتبار ساقط می باشد.(۵۹۱۰۰) (1054, 531, 1297, 588)
classified-ad: مدرک فارغ التحصیلی اینجانب الشین سلیمانی رودبالی فرزند محمد علی به شماره شناسنامه ۵۸۹۸۹۵۶۸۰ صادره از تهران در مقطع کارشناسی رشته برق الکترونیک صادره از دانشگاه آزاد اسلامی مفقود گردیده است.(۵۹۱۷۱) (40, 104, 281, 161)
